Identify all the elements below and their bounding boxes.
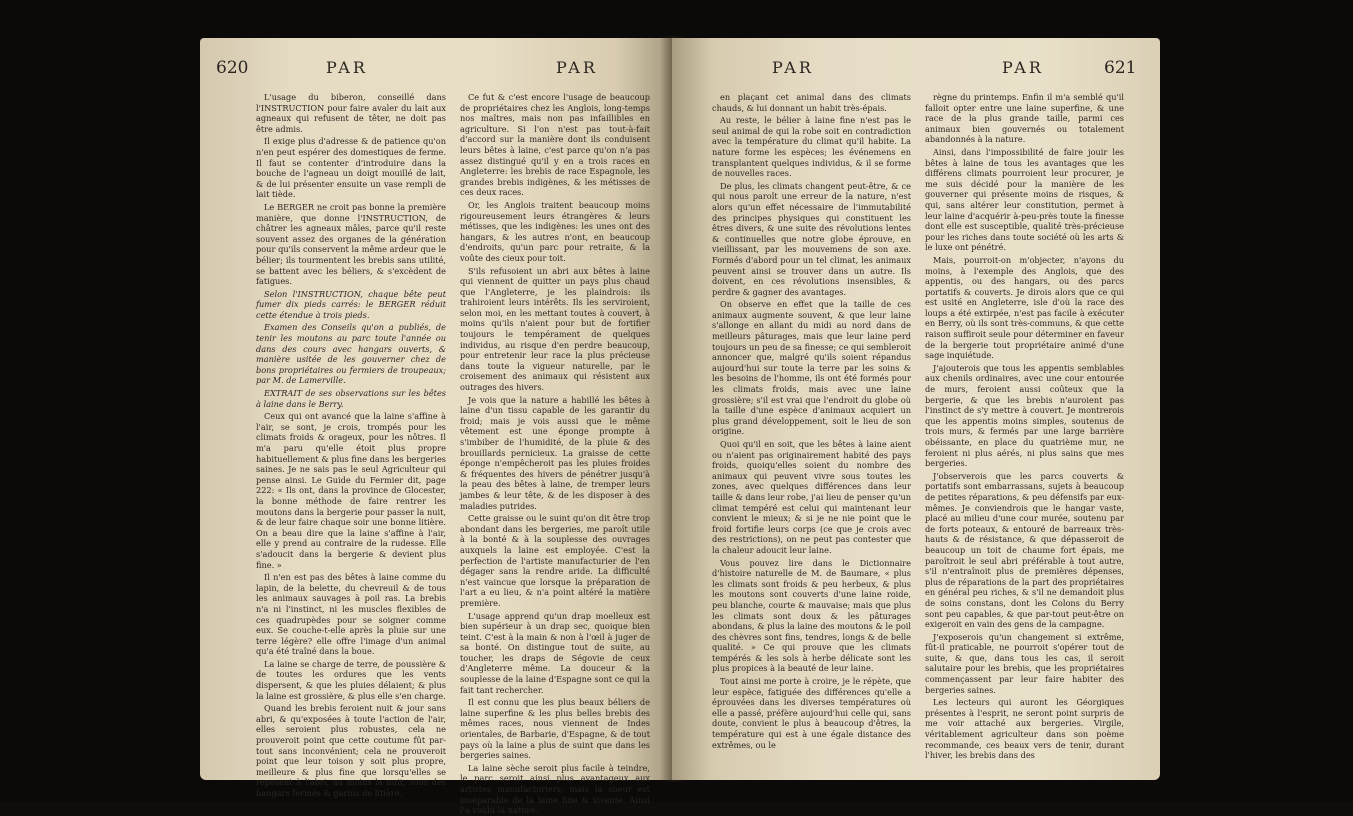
right-head-word-1: PAR bbox=[772, 58, 814, 77]
left-head-word-2: PAR bbox=[556, 58, 598, 77]
paragraph: Je vois que la nature a habillé les bêtes à laine d'un tissu capable de les garantir du froid; mais je vois aussi que le même vêtement est une éponge prompte à s'imbiber de l'humidité, de la pluie & des brouillards pernicieux. La graisse de cette éponge n'empêcheroit pas les pluies froides & fréquentes des hivers de pénétrer jusqu'à la peau des bêtes à laine, de tremper leurs jambes & leur tête, & de les disposer à des maladies putrides. bbox=[460, 394, 650, 511]
right-running-head bbox=[712, 58, 1137, 92]
paragraph: Vous pouvez lire dans le Dictionnaire d'histoire naturelle de M. de Baumare, « plus les climats sont froids & peu herbeux, & plus les moutons sont couverts d'une laine roide, peu blanche, courte & mauvaise; mais que plus les climats sont doux & les pâturages abondans, & plus la laine des moutons & le poil des chèvres sont fins, tendres, longs & de belle qualité. » Ce qui prouve que les climats tempérés & les sols à herbe délicate sont les plus propices à la beauté de leur laine. bbox=[712, 557, 911, 674]
paragraph: EXTRAIT de ses observations sur les bêtes à laine dans le Berry. bbox=[256, 388, 446, 409]
paragraph: J'observerois que les parcs couverts & portatifs sont embarrassans, sujets à beaucoup de petites réparations, & peu défensifs par eux-mêmes. Je conviendrois que le hangar vaste, placé au milieu d'une cour murée, soutenu par de forts poteaux, & entouré de barreaux très-hauts & de résistance, & que dépasseroit de beaucoup un toit de chaume fort épais, me paroîtroit le seul abri préférable à tout autre, s'il n'entraînoit plus de premières dépenses, plus de réparations de la part des propriétaires en général peu riches, & s'il ne demandoit plus de soins constans, dont les Colons du Berry sont peu capables, & que par-tout peut-être on exigeroit en vain des gens de la campagne. bbox=[925, 470, 1124, 630]
paragraph: Il exige plus d'adresse & de patience qu'on n'en peut espérer des domestiques de ferme. Il faut se contenter d'introduire dans la bouche de l'agneau un doigt mouillé de lait, & de lui présenter ensuite un vase rempli de lait tiède. bbox=[256, 136, 446, 200]
paragraph: S'ils refusoient un abri aux bêtes à laine qui viennent de quitter un pays plus chaud que l'Angleterre, je les plaindrois: ils trahiroient leurs intérêts. Ils les serviroient, selon moi, en les mettant toutes à couvert, à moins qu'ils n'aient pour but de fortifier toujours le tempérament de quelques individus, au risque d'en perdre beaucoup, pour entretenir leur race la plus précieuse dans toute la vigueur naturelle, par le croisement des animaux qui résistent aux outrages des hivers. bbox=[460, 265, 650, 393]
paragraph: Quoi qu'il en soit, que les bêtes à laine aient ou n'aient pas originairement habité des pays froids, quoiqu'elles soient du nombre des animaux qui peuvent vivre sous toutes les zones, avec quelques différences dans leur taille & dans leur robe, j'ai lieu de penser qu'un climat tempéré est celui qui maintenant leur convient le mieux; & si je ne nie point que le froid fortifie leurs corps (ce que je crois avec des restrictions), on ne peut pas contester que la chaleur adoucit leur laine. bbox=[712, 439, 911, 555]
left-page-number: 620 bbox=[216, 58, 249, 78]
left-running-head bbox=[216, 58, 650, 92]
paragraph: La laine se charge de terre, de poussière & de toutes les ordures que les vents dispersent, & que les pluies délaient; & plus la laine est grossière, & plus elle s'en charge. bbox=[256, 658, 446, 701]
left-column-2 bbox=[460, 92, 650, 816]
paragraph: Or, les Anglois traitent beaucoup moins rigoureusement leurs étrangères & leurs métisses, que les indigènes: les unes ont des hangars, & les autres n'ont, en beaucoup d'endroits, qu'un parc pour retraite, & la voûte des cieux pour toit. bbox=[460, 199, 650, 263]
left-page bbox=[200, 38, 672, 816]
paragraph: Selon l'INSTRUCTION, chaque bête peut fumer dix pieds carrés: le BERGER réduit cette étendue à trois pieds. bbox=[256, 288, 446, 320]
paragraph: en plaçant cet animal dans des climats chauds, & lui donnant un habit très-épais. bbox=[712, 92, 911, 113]
paragraph: Les lecteurs qui auront les Géorgiques présentes à l'esprit, ne seront point surpris de me voir attaché aux bergeries. Virgile, véritablement agriculteur dans son poème recommande, ces beaux vers de tenir, durant l'hiver, les brebis dans des bbox=[925, 697, 1124, 761]
paragraph: De plus, les climats changent peut-être, & ce qui nous paroît une erreur de la nature, n'est alors qu'un effet nécessaire de l'immutabilité des principes physiques qui constituent les êtres divers, & une suite des révolutions lentes & continuelles que notre globe éprouve, en vieillissant, par les mouvemens de son axe. Formés d'abord pour un tel climat, les animaux peuvent ainsi se trouver dans un autre. Ils doivent, en ces révolutions insensibles, & perdre & gagner des avantages. bbox=[712, 180, 911, 297]
paragraph: Cette graisse ou le suint qu'on dit être trop abondant dans les bergeries, me paroît utile à la bonté & à la souplesse des ouvrages auxquels la laine est employée. C'est la perfection de l'artiste manufacturier de l'en dégager sans la rendre aride. La difficulté n'est vaincue que lorsque la préparation de l'art a eu lieu, & n'a point altéré la matière première. bbox=[460, 513, 650, 608]
paragraph: Mais, pourroit-on m'objecter, n'ayons du moins, à l'exemple des Anglois, que des appentis, ou des hangars, ou des parcs portatifs & couverts. Je dirois alors que ce qui est usité en Angleterre, isle d'où la race des loups a été extirpée, n'est pas facile à exécuter en Berry, où ils sont très-communs, & que cette raison suffiroit seule pour déterminer en faveur de la bergerie tout propriétaire animé d'une sage inquiétude. bbox=[925, 254, 1124, 361]
paragraph: J'exposerois qu'un changement si extrême, fût-il praticable, ne pourroit s'opérer tout de suite, & que, dans tous les cas, il seroit salutaire pour les brebis, que les propriétaires commençassent par leur faire habiter des bergeries saines. bbox=[925, 631, 1124, 695]
paragraph: Le BERGER ne croit pas bonne la première manière, que donne l'INSTRUCTION, de châtrer les agneaux mâles, parce qu'il reste souvent assez des organes de la génération pour qu'ils conservent la même ardeur que le bélier; ils tourmentent les brebis sans utilité, se battent avec les béliers, & s'excèdent de fatigues. bbox=[256, 201, 446, 287]
paragraph: L'usage du biberon, conseillé dans l'INSTRUCTION pour faire avaler du lait aux agneaux qui refusent de têter, ne doit pas être admis. bbox=[256, 92, 446, 134]
paragraph: J'ajouterois que tous les appentis semblables aux chenils ordinaires, avec une cour entourée de murs, feroient aussi coûteux que la bergerie, & que les brebis n'auroient pas l'instinct de s'y mettre à couvert. Je montrerois que les appentis moins simples, soutenus de trois murs, & fermés par une large barrière obéissante, en place du quatrième mur, ne feroient ni plus aérés, ni plus sains que mes bergeries. bbox=[925, 362, 1124, 469]
paragraph: On observe en effet que la taille de ces animaux augmente souvent, & que leur laine s'allonge en allant du midi au nord dans de meilleurs pâturages, mais que leur laine perd toujours un peu de sa finesse; ce qui sembleroit annoncer que, malgré qu'ils soient répandus aujourd'hui sur toute la terre par les soins & les besoins de l'homme, ils ont été formés pour les climats froids, mais avec une laine grossière; s'il est vrai que l'endroit du globe où la taille d'une espèce d'animaux acquiert un plus grand développement, soit le lieu de son origine. bbox=[712, 299, 911, 437]
right-column-1 bbox=[712, 92, 911, 762]
left-column-1 bbox=[256, 92, 446, 798]
right-page-number: 621 bbox=[1104, 58, 1137, 78]
right-columns bbox=[712, 92, 1124, 762]
right-column-2 bbox=[925, 92, 1124, 762]
paragraph: Il est connu que les plus beaux béliers de laine superfine & les plus belles brebis des mêmes races, nous viennent de Indes orientales, de Barbarie, d'Espagne, & de tout pays où la laine a plus de suint que dans les bergeries saines. bbox=[460, 697, 650, 761]
paragraph: Il n'en est pas des bêtes à laine comme du lapin, de la belette, du chevreuil & de tous les animaux sauvages à poil ras. La brebis n'a ni l'instinct, ni les muscles flexibles de ces quadrupèdes pour se soigner comme eux. Se couche-t-elle après la pluie sur une terre légère? elle offre l'image d'un animal qu'a été traîné dans la boue. bbox=[256, 572, 446, 657]
left-columns bbox=[256, 92, 650, 816]
paragraph: Ainsi, dans l'impossibilité de faire jouir les bêtes à laine de tous les avantages que les différens climats pourroient leur procurer, je me suis décidé pour la manière de les gouverner qui présente moins de risques, & qui, sans altérer leur constitution, permet à leur laine d'acquérir à-peu-près toute la finesse dont elle est susceptible, qualité très-précieuse pour les riches dans toute société où les arts & le luxe ont pénétré. bbox=[925, 146, 1124, 253]
paragraph: La laine sèche seroit plus facile à teindre, le parc seroit ainsi plus avantageux aux artistes manufacturiers; mais la sueur est inséparable de la laine fine & vivante. Ainsi l'a voulu la nature. bbox=[460, 762, 650, 816]
paragraph: Ceux qui ont avancé que la laine s'affine à l'air, se sont, je crois, trompés pour les climats froids & orageux, pour les nôtres. Il m'a paru qu'elle étoit plus propre habituellement & plus fine dans les bergeries saines. Je ne sais pas le seul Agriculteur qui pense ainsi. Le Guide du Fermier dit, page 222: « Ils ont, dans la province de Glocester, la bonne méthode de faire rentrer les moutons dans la bergerie pour passer la nuit, & de leur faire chaque soir une bonne litière. On a beau dire que la laine s'affine à l'air, elle y prend au contraire de la rudesse. Elle s'adoucit dans la bergerie & devient plus fine. » bbox=[256, 411, 446, 570]
paragraph: Au reste, le bélier à laine fine n'est pas le seul animal de qui la robe soit en contradiction avec la température du climat qu'il habite. La nature forme les espèces; les événemens en transplantent quelques individus, & il se forme de nouvelles races. bbox=[712, 115, 911, 179]
paragraph: Tout ainsi me porte à croire, je le répète, que leur espèce, fatiguée des différences qu'elle a éprouvées dans les diverses températures où elle a passé, préfère aujourd'hui celle qui, sans doute, convient le plus à beaucoup d'êtres, la température qui est à une égale distance des extrêmes, ou le bbox=[712, 676, 911, 750]
paragraph: L'usage apprend qu'un drap moelleux est bien supérieur à un drap sec, quoique bien teint. C'est à la main & non à l'œil à juger de sa bonté. On distingue tout de suite, au toucher, les draps de Ségovie de ceux d'Angleterre même. La douceur & la souplesse de la laine d'Espagne sont ce qui la fait tant rechercher. bbox=[460, 610, 650, 695]
right-page bbox=[672, 38, 1160, 780]
paragraph: règne du printemps. Enfin il m'a semblé qu'il falloit opter entre une laine superfine, & une race de la plus grande taille, parmi ces animaux bien gouvernés ou totalement abandonnés à la nature. bbox=[925, 92, 1124, 145]
paragraph: Ce fut & c'est encore l'usage de beaucoup de propriétaires chez les Anglois, long-temps nos maîtres, mais non pas infaillibles en agriculture. Si l'on n'est pas tout-à-fait d'accord sur la manière dont ils conduisent leurs bêtes à laine, c'est parce qu'on n'a pas assez distingué qu'il y en a trois races en Angleterre: les brebis de race Espagnole, les grandes brebis indigènes, & les métisses de ces deux races. bbox=[460, 92, 650, 198]
right-head-word-2: PAR bbox=[1002, 58, 1044, 77]
paragraph: Quand les brebis feroient nuit & jour sans abri, & qu'exposées à toute l'action de l'air, elles seroient plus robustes, cela ne prouveroit point que cette coutume fût par-tout sans inconvénient; cela ne prouveroit point que leur toison y soit plus propre, meilleure & plus fine que lorsqu'elles se reposent à l'abri, au moins la nuit, sous des hangars fermés & garnis de litière. bbox=[256, 703, 446, 798]
paragraph: Examen des Conseils qu'on a publiés, de tenir les moutons au parc toute l'année ou dans des cours avec hangars ouverts, & manière usitée de les gouverner chez de bons propriétaires ou fermiers de troupeaux; par M. de Lamerville. bbox=[256, 322, 446, 386]
left-head-word-1: PAR bbox=[326, 58, 368, 77]
